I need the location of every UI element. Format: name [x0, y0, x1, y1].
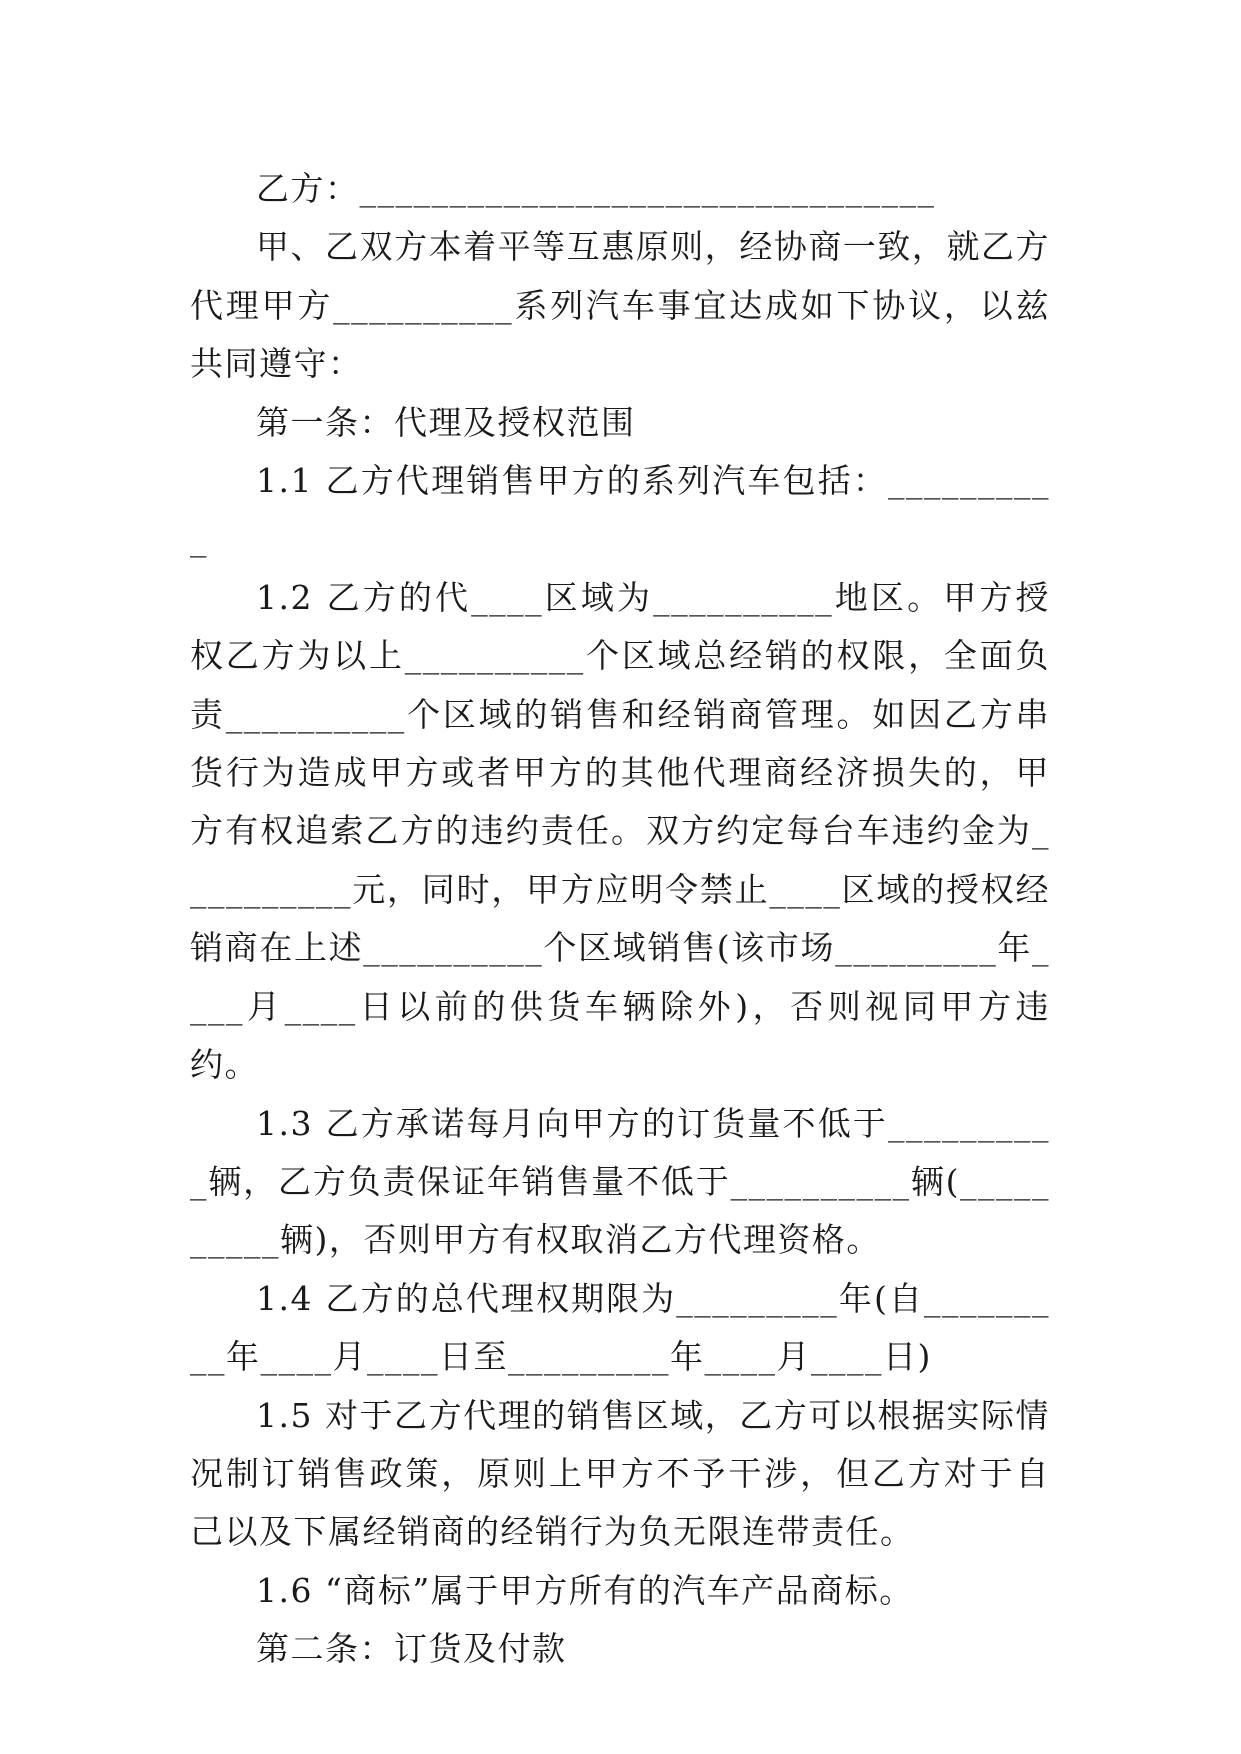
article-2-heading: 第二条：订货及付款 — [256, 1629, 567, 1669]
clause-1-6: 1.6 “商标”属于甲方所有的汽车产品商标。 — [256, 1570, 914, 1610]
article-1-heading: 第一条：代理及授权范围 — [256, 402, 636, 442]
clause-1-2: 1.2 乙方的代____区域为__________地区。甲方授权乙方为以上__________个区域总经销的权限，全面负责__________个区域的销售和经销商管理。如因乙方串货行为造成甲方或者甲方的其他代理商经济损失的，甲方有权追索乙方的违约责任。双方约定每台车违约金为__________元，同时，甲方应明令禁止____区域的授权经销商在上述__________个区域销售(该市场_________年____月____日以前的供货车辆除外)，否则视同甲方违约。 — [190, 577, 1050, 1085]
party-b-line: 乙方：________________________________ — [256, 169, 936, 208]
document-body — [190, 160, 1050, 1679]
clause-1-1: 1.1 乙方代理销售甲方的系列汽车包括：__________ — [190, 461, 1050, 559]
clause-1-5: 1.5 对于乙方代理的销售区域，乙方可以根据实际情况制订销售政策，原则上甲方不予干涉，但乙方对于自己以及下属经销商的经销行为负无限连带责任。 — [190, 1395, 1050, 1552]
clause-1-3: 1.3 乙方承诺每月向甲方的订货量不低于__________辆，乙方负责保证年销售量不低于__________辆(__________辆)，否则甲方有权取消乙方代理资格。 — [190, 1103, 1050, 1260]
preamble-paragraph: 甲、乙双方本着平等互惠原则，经协商一致，就乙方代理甲方__________系列汽车事宜达成如下协议，以兹共同遵守： — [190, 227, 1050, 384]
clause-1-4: 1.4 乙方的总代理权期限为_________年(自_________年____月____日至_________年____月____日) — [190, 1278, 1050, 1377]
